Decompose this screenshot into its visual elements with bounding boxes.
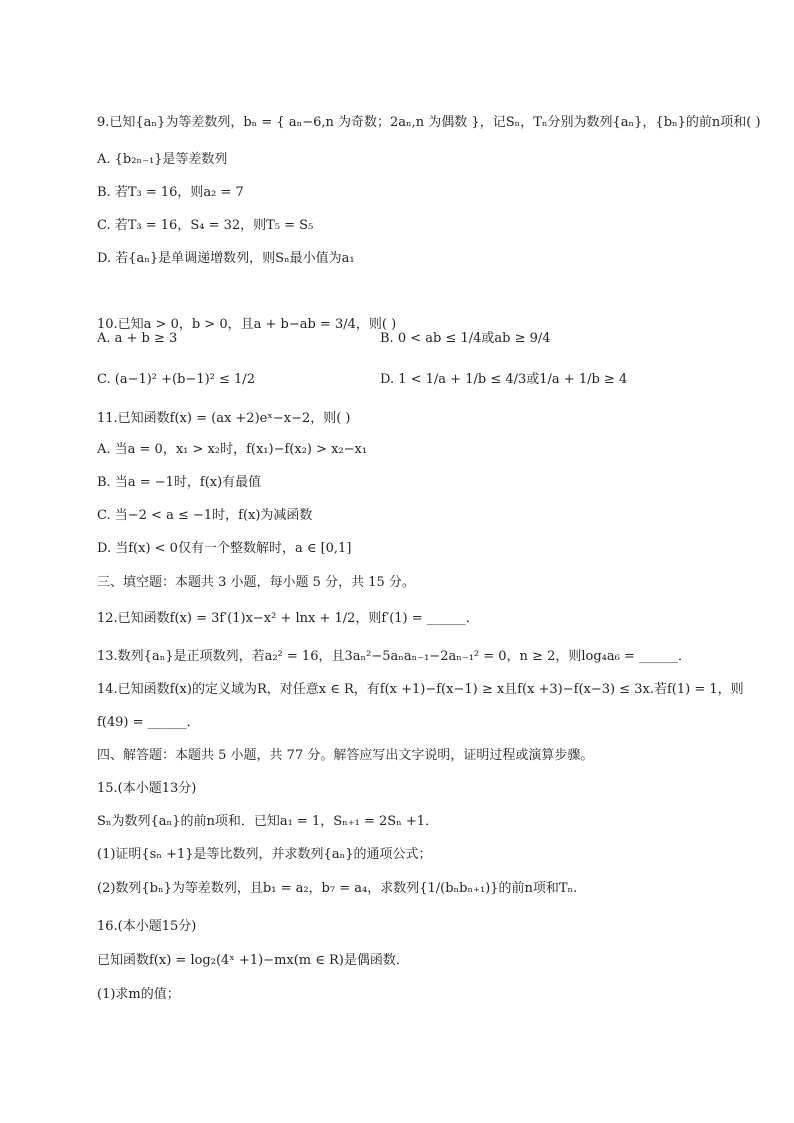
q12: 12.已知函数f(x) = 3f′(1)x−x² + lnx + 1/2，则f′(1) = ______．: [97, 611, 479, 626]
q9-option-b: B. 若T₃ = 16，则a₂ = 7: [97, 185, 244, 200]
q9-option-d: D. 若{aₙ}是单调递增数列，则Sₙ最小值为a₁: [97, 251, 355, 266]
q10-option-a: A. a + b ≥ 3: [97, 331, 178, 346]
q15-part-1: (1)证明{sₙ +1}是等比数列，并求数列{aₙ}的通项公式；: [97, 847, 432, 862]
q14-line-2: f(49) = ______．: [97, 715, 200, 730]
q11-stem: 11.已知函数f(x) = (ax +2)eˣ−x−2，则( ): [97, 411, 351, 426]
section-3-heading: 三、填空题：本题共 3 小题，每小题 5 分，共 15 分。: [97, 575, 415, 590]
q9-option-c: C. 若T₃ = 16，S₄ = 32，则T₅ = S₅: [97, 218, 314, 233]
q9-stem: 9.已知{aₙ}为等差数列，bₙ = { aₙ−6,n 为奇数；2aₙ,n 为偶数 }，记Sₙ，Tₙ分别为数列{aₙ}，{bₙ}的前n项和( ): [97, 115, 761, 130]
q14-line-1: 14.已知函数f(x)的定义域为R，对任意x ∈ R，有f(x +1)−f(x−1) ≥ x且f(x +3)−f(x−3) ≤ 3x.若f(1) = 1，则: [97, 682, 744, 697]
q10-stem: 10.已知a > 0，b > 0，且a + b−ab = 3/4，则( ): [97, 317, 397, 332]
q9-option-a: A. {b₂ₙ₋₁}是等差数列: [97, 152, 228, 167]
q11-option-b: B. 当a = −1时，f(x)有最值: [97, 475, 262, 490]
q15-stem: Sₙ为数列{aₙ}的前n项和．已知a₁ = 1，Sₙ₊₁ = 2Sₙ +1．: [97, 814, 439, 829]
q11-option-c: C. 当−2 < a ≤ −1时，f(x)为减函数: [97, 508, 313, 523]
q16-stem: 已知函数f(x) = log₂(4ˣ +1)−mx(m ∈ R)是偶函数．: [97, 953, 409, 968]
q15-title: 15.(本小题13分): [97, 781, 197, 796]
q16-part-1: (1)求m的值；: [97, 987, 180, 1002]
q13: 13.数列{aₙ}是正项数列，若a₂² = 16，且3aₙ²−5aₙaₙ₋₁−2aₙ₋₁² = 0，n ≥ 2，则log₄a₆ = ______．: [97, 649, 691, 664]
q10-option-d: D. 1 < 1/a + 1/b ≤ 4/3或1/a + 1/b ≥ 4: [380, 372, 628, 387]
q10-option-b: B. 0 < ab ≤ 1/4或ab ≥ 9/4: [380, 331, 551, 346]
q10-option-c: C. (a−1)² +(b−1)² ≤ 1/2: [97, 372, 255, 387]
q15-part-2: (2)数列{bₙ}为等差数列，且b₁ = a₂，b₇ = a₄，求数列{1/(bₙbₙ₊₁)}的前n项和Tₙ.: [97, 881, 578, 896]
q16-title: 16.(本小题15分): [97, 919, 197, 934]
q11-option-d: D. 当f(x) < 0仅有一个整数解时，a ∈ [0,1]: [97, 541, 352, 556]
section-4-heading: 四、解答题：本题共 5 小题，共 77 分。解答应写出文字说明，证明过程或演算步骤。: [97, 748, 594, 763]
q11-option-a: A. 当a = 0，x₁ > x₂时，f(x₁)−f(x₂) > x₂−x₁: [97, 442, 368, 457]
